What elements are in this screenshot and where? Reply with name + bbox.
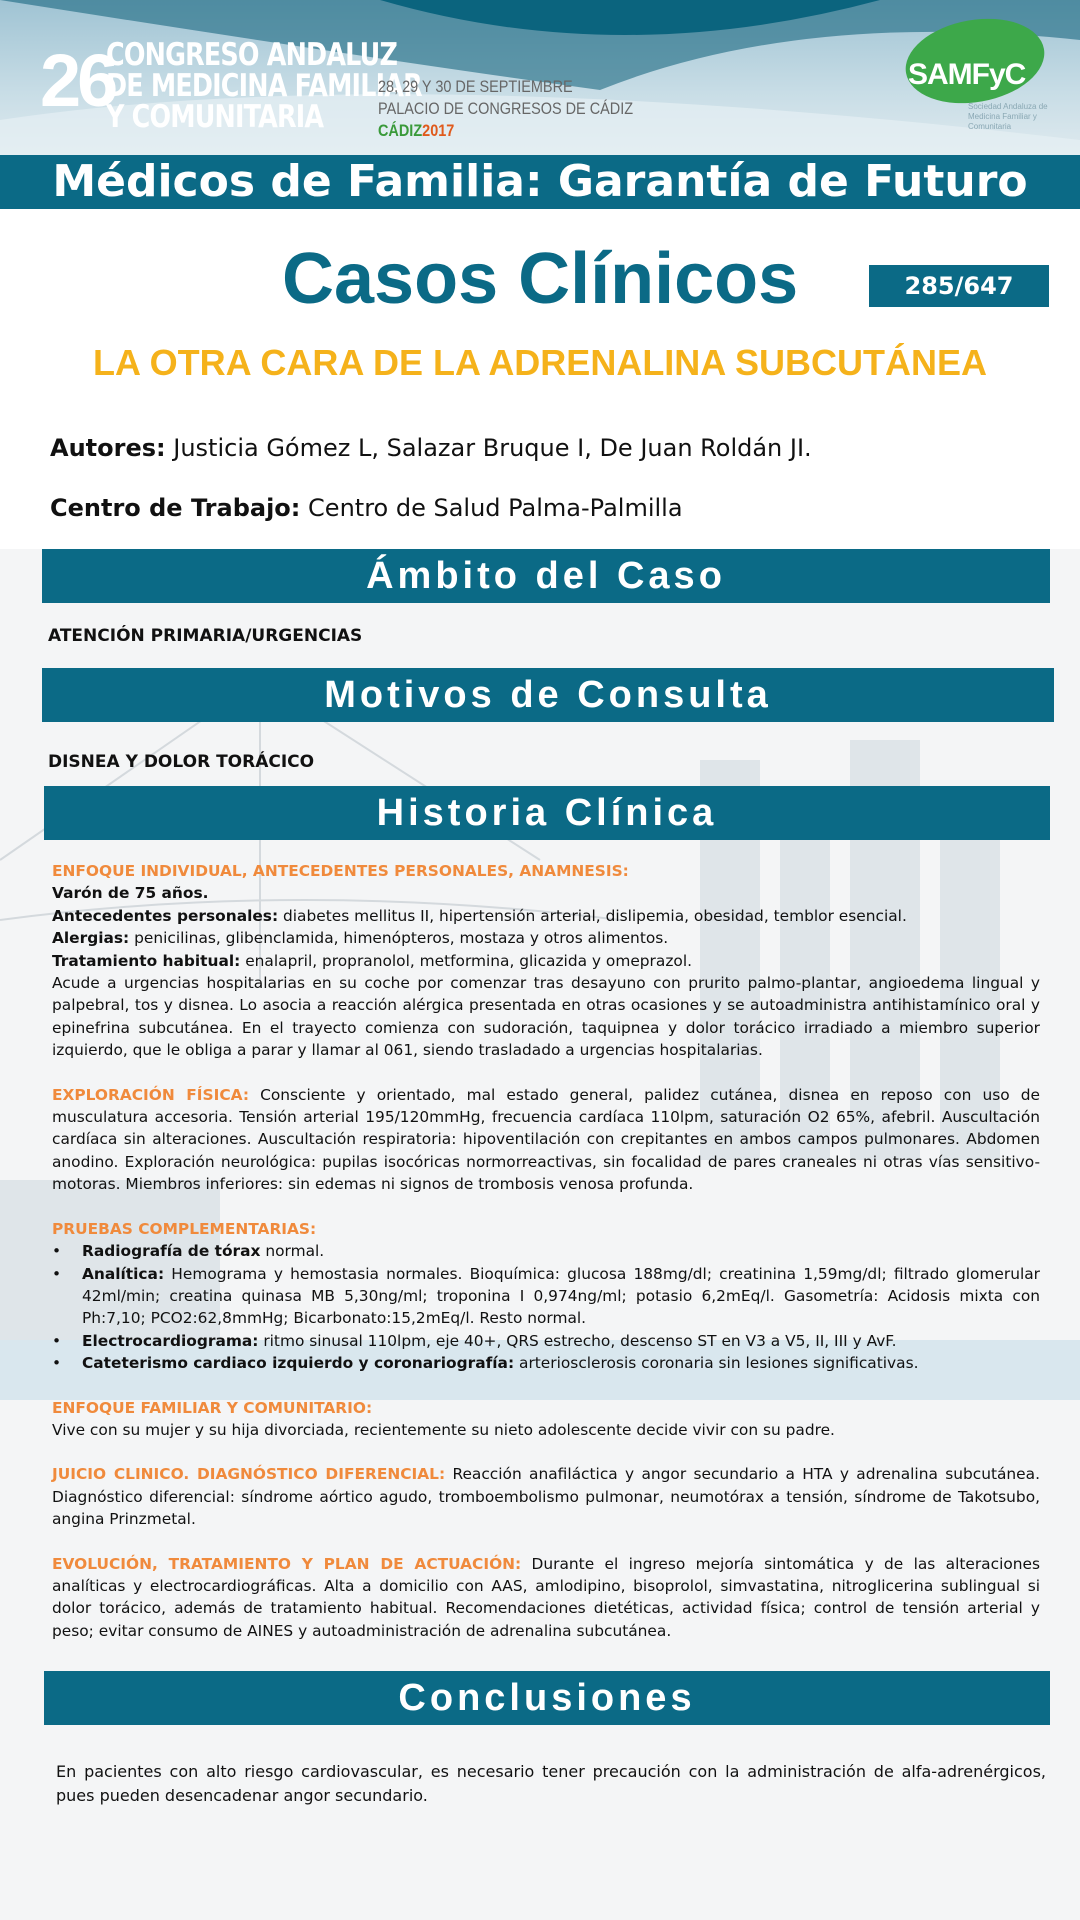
exploracion-label: EXPLORACIÓN FÍSICA:	[52, 1085, 249, 1104]
pruebas-list	[52, 1240, 1040, 1374]
year-label: 2017	[422, 121, 455, 140]
congress-title	[106, 37, 422, 135]
ambito-content: ATENCIÓN PRIMARIA/URGENCIAS	[48, 626, 363, 646]
antecedentes-text: diabetes mellitus II, hipertensión arterial, dislipemia, obesidad, temblor esencial.	[283, 906, 907, 925]
prueba-label: Analítica:	[82, 1264, 165, 1283]
authors-value: Justicia Gómez L, Salazar Bruque I, De Juan Roldán JI.	[173, 434, 812, 462]
varon-text: Varón de 75 años.	[52, 884, 209, 903]
alergias-text: penicilinas, glibenclamida, himenópteros, mostaza y otros alimentos.	[134, 929, 669, 948]
juicio-label: JUICIO CLINICO. DIAGNÓSTICO DIFERENCIAL:	[52, 1465, 446, 1484]
anamnesis-text: Acude a urgencias hospitalarias en su coche por comenzar tras desayuno con prurito palmo-plantar, angioedema lingual y palpebral, tos y disnea. Lo asocia a reacción alérgica presentada en otras ocasiones y se autoadministra antihistamínico oral y epinefrina subcutánea. En el trayecto comienza con sudoración, taquipnea y dolor torácico irradiado a miembro superior izquierdo, que le obliga a parar y llamar al 061, siendo trasladado a urgencias hospitalarias.	[52, 974, 1040, 1060]
congress-title-line: DE MEDICINA FAMILIAR	[106, 68, 422, 104]
logo-subtitle: Sociedad Andaluza de Medicina Familiar y Comunitaria	[968, 102, 1048, 131]
authors-line	[50, 434, 812, 462]
venue-line: PALACIO DE CONGRESOS DE CÁDIZ	[378, 99, 634, 118]
alergias-label: Alergias:	[52, 929, 130, 948]
familiar-text: Vive con su mujer y su hija divorciada, recientemente su nieto adolescente decide vivir con su padre.	[52, 1420, 835, 1439]
pruebas-label: PRUEBAS COMPLEMENTARIAS:	[52, 1219, 317, 1238]
enfoque-label: ENFOQUE INDIVIDUAL, ANTECEDENTES PERSONALES, ANAMNESIS:	[52, 862, 629, 880]
center-value: Centro de Salud Palma-Palmilla	[308, 494, 683, 522]
congress-number: 26	[40, 39, 115, 122]
familiar-label: ENFOQUE FAMILIAR Y COMUNITARIO:	[52, 1398, 373, 1417]
evolucion-label: EVOLUCIÓN, TRATAMIENTO Y PLAN DE ACTUACIÓN:	[52, 1554, 522, 1573]
juicio-text: Reacción anafiláctica y angor secundario a HTA y adrenalina subcutánea. Diagnóstico diferencial: síndrome aórtico agudo, tromboembolismo pulmonar, neumotórax a tensión, síndrome de Takotsubo, angina Prinzmetal.	[52, 1465, 1040, 1529]
tratamiento-label: Tratamiento habitual:	[52, 951, 241, 970]
congress-dates	[378, 76, 633, 142]
congress-title-line: Y COMUNITARIA	[106, 99, 324, 135]
historia-body	[52, 860, 1040, 1642]
section-ambito-title: Ámbito del Caso	[42, 549, 1050, 603]
center-label: Centro de Trabajo:	[50, 494, 301, 522]
prueba-text: Hemograma y hemostasia normales. Bioquímica: glucosa 188mg/dl; creatinina 1,59mg/dl; filtrado glomerular 42ml/min; creatina quinasa MB 5,30ng/ml; troponina I 0,974ng/ml; potasio 6,2mEq/l. Gasometría: Acidosis mixta con Ph:7,10; PCO2:62,8mmHg; Bicarbonato:15,2mEq/l. Resto normal.	[82, 1264, 1040, 1328]
conclusiones-content: En pacientes con alto riesgo cardiovascular, es necesario tener precaución con la administración de alfa-adrenérgicos, pues pueden desencadenar angor secundario.	[56, 1762, 1046, 1805]
antecedentes-label: Antecedentes personales:	[52, 906, 279, 925]
prueba-text: normal.	[265, 1242, 325, 1261]
exploracion-text: Consciente y orientado, mal estado general, palidez cutánea, disnea en reposo con uso de musculatura accesoria. Tensión arterial 195/120mmHg, frecuencia cardíaca 110lpm, saturación O2 65%, afebril. Auscultación cardíaca sin alteraciones. Auscultación respiratoria: hipoventilación con crepitantes en ambos campos pulmonares. Abdomen anodino. Exploración neurológica: pupilas isocóricas normorreactivas, sin focalidad de pares craneales ni otras vías sensitivo-motoras. Miembros inferiores: sin edemas ni signos de trombosis venosa profunda.	[52, 1085, 1040, 1194]
motivos-content: DISNEA Y DOLOR TORÁCICO	[48, 752, 315, 772]
prueba-label: Electrocardiograma:	[82, 1331, 259, 1350]
prueba-text: ritmo sinusal 110lpm, eje 40+, QRS estrecho, descenso ST en V3 a V5, II, III y AvF.	[263, 1331, 897, 1350]
dates-line: 28, 29 Y 30 DE SEPTIEMBRE	[378, 77, 573, 96]
prueba-label: Radiografía de tórax	[82, 1242, 261, 1261]
prueba-text: arteriosclerosis coronaria sin lesiones significativas.	[519, 1354, 919, 1373]
section-conclusiones-title: Conclusiones	[44, 1671, 1050, 1725]
tratamiento-text: enalapril, propranolol, metformina, glicazida y omeprazol.	[245, 951, 692, 970]
list-item	[52, 1263, 1040, 1330]
prueba-label: Cateterismo cardiaco izquierdo y coronariografía:	[82, 1354, 515, 1373]
congress-title-line: CONGRESO ANDALUZ	[106, 37, 398, 73]
authors-label: Autores:	[50, 434, 166, 462]
section-historia-title: Historia Clínica	[44, 786, 1050, 840]
congress-banner: Médicos de Familia: Garantía de Futuro	[0, 155, 1080, 209]
city-label: CÁDIZ	[378, 121, 423, 140]
city-year	[378, 120, 633, 142]
center-line	[50, 494, 683, 522]
case-title: LA OTRA CARA DE LA ADRENALINA SUBCUTÁNEA	[93, 342, 987, 383]
congress-header	[0, 0, 1080, 155]
page-title: Casos Clínicos	[282, 239, 799, 319]
evolucion-text: Durante el ingreso mejoría sintomática y de las alteraciones analíticas y electrocardiográficas. Alta a domicilio con AAS, amlodipino, bisoprolol, simvastatina, nitroglicerina sublingual si dolor torácico, además de tratamiento habitual. Recomendaciones dietéticas, actividad física; control de tensión arterial y peso; evitar consumo de AINES y autoadministración de adrenalina subcutánea.	[52, 1554, 1040, 1640]
list-item	[52, 1330, 1040, 1352]
list-item	[52, 1240, 1040, 1262]
section-motivos-title: Motivos de Consulta	[42, 668, 1054, 722]
list-item	[52, 1352, 1040, 1374]
logo-text: SAMFyC	[908, 58, 1026, 91]
case-number-badge: 285/647	[869, 265, 1049, 307]
